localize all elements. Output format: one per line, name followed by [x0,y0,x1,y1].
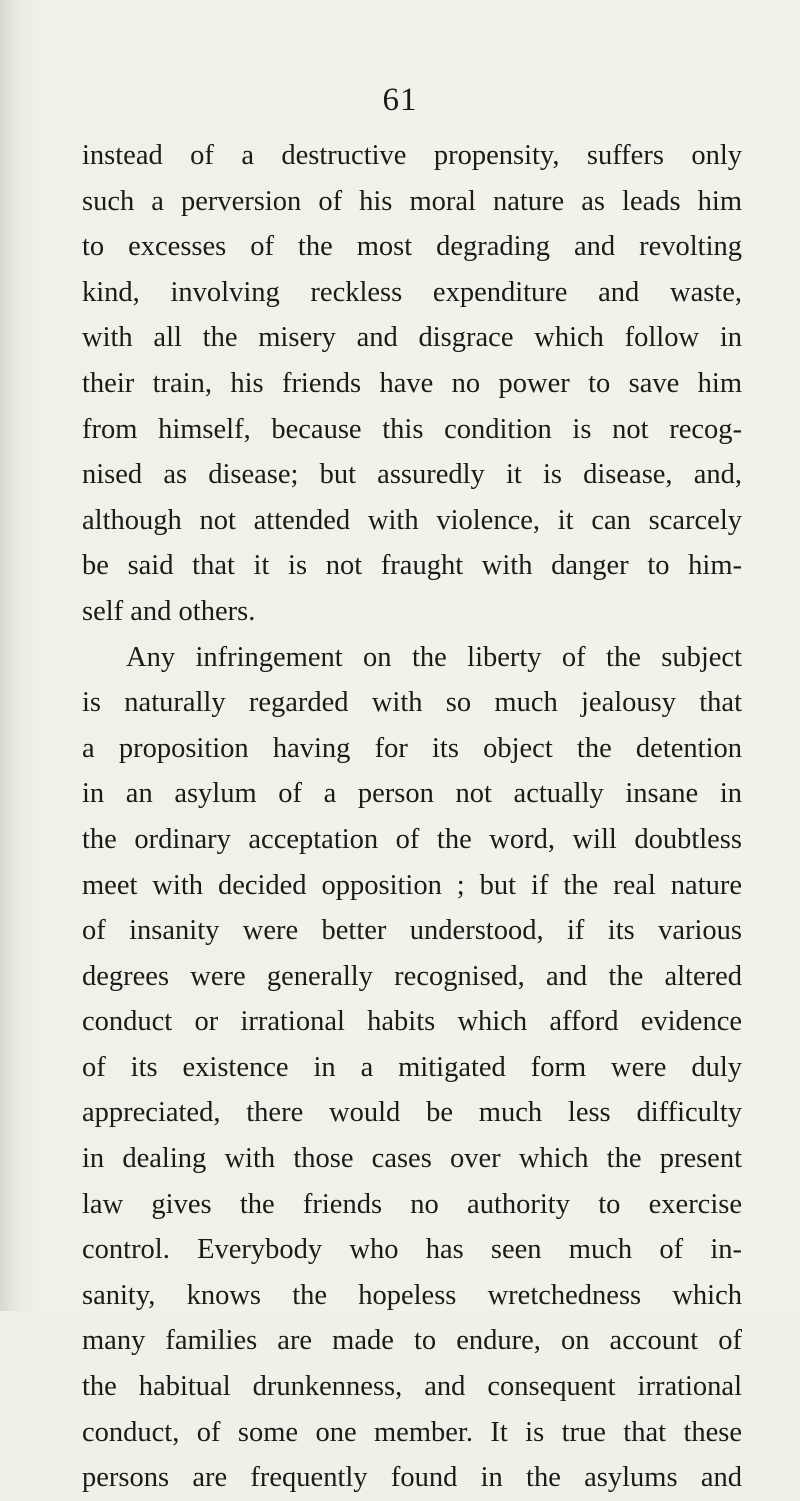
text-line: a proposition having for its object the detention [82,732,742,764]
text-line: self and others. [82,595,256,627]
page-number: 61 [382,82,418,118]
text-line: meet with decided opposition ; but if the real nature [82,869,742,901]
text-line: such a perversion of his moral nature as leads him [82,185,742,217]
text-line: in an asylum of a person not actually insane in [82,778,742,810]
text-line: sanity, knows the hopeless wretchedness which [82,1279,742,1311]
body-text [82,133,742,1501]
text-line: from himself, because this condition is not recog- [82,413,742,445]
text-line: be said that it is not fraught with danger to him- [82,550,742,582]
text-line: conduct or irrational habits which afford evidence [82,1006,742,1038]
text-line: with all the misery and disgrace which follow in [82,322,742,354]
text-line: of its existence in a mitigated form were duly [82,1051,742,1083]
text-line: degrees were generally recognised, and the altered [82,960,742,992]
text-line: many families are made to endure, on account of [82,1325,742,1357]
text-line: appreciated, there would be much less difficulty [82,1097,742,1129]
text-line: conduct, of some one member. It is true that these [82,1416,742,1448]
text-line: their train, his friends have no power to save him [82,367,742,399]
text-line: the habitual drunkenness, and consequent irrational [82,1371,742,1403]
text-line: nised as disease; but assuredly it is disease, and, [82,459,742,491]
text-line: persons are frequently found in the asylums and [82,1462,742,1494]
text-line: of insanity were better understood, if its various [82,915,742,947]
text-line: in dealing with those cases over which the present [82,1143,742,1175]
text-line: control. Everybody who has seen much of in- [82,1234,742,1266]
text-line: kind, involving reckless expenditure and waste, [82,276,742,308]
text-line: although not attended with violence, it can scarcely [82,504,742,536]
text-line: is naturally regarded with so much jealousy that [82,687,742,719]
text-line: instead of a destructive propensity, suffers only [82,140,742,171]
text-line: to excesses of the most degrading and revolting [82,231,742,263]
text-line: Any infringement on the liberty of the subject [126,641,742,673]
text-line: law gives the friends no authority to exercise [82,1188,742,1220]
text-line: the ordinary acceptation of the word, will doubtless [82,823,742,855]
